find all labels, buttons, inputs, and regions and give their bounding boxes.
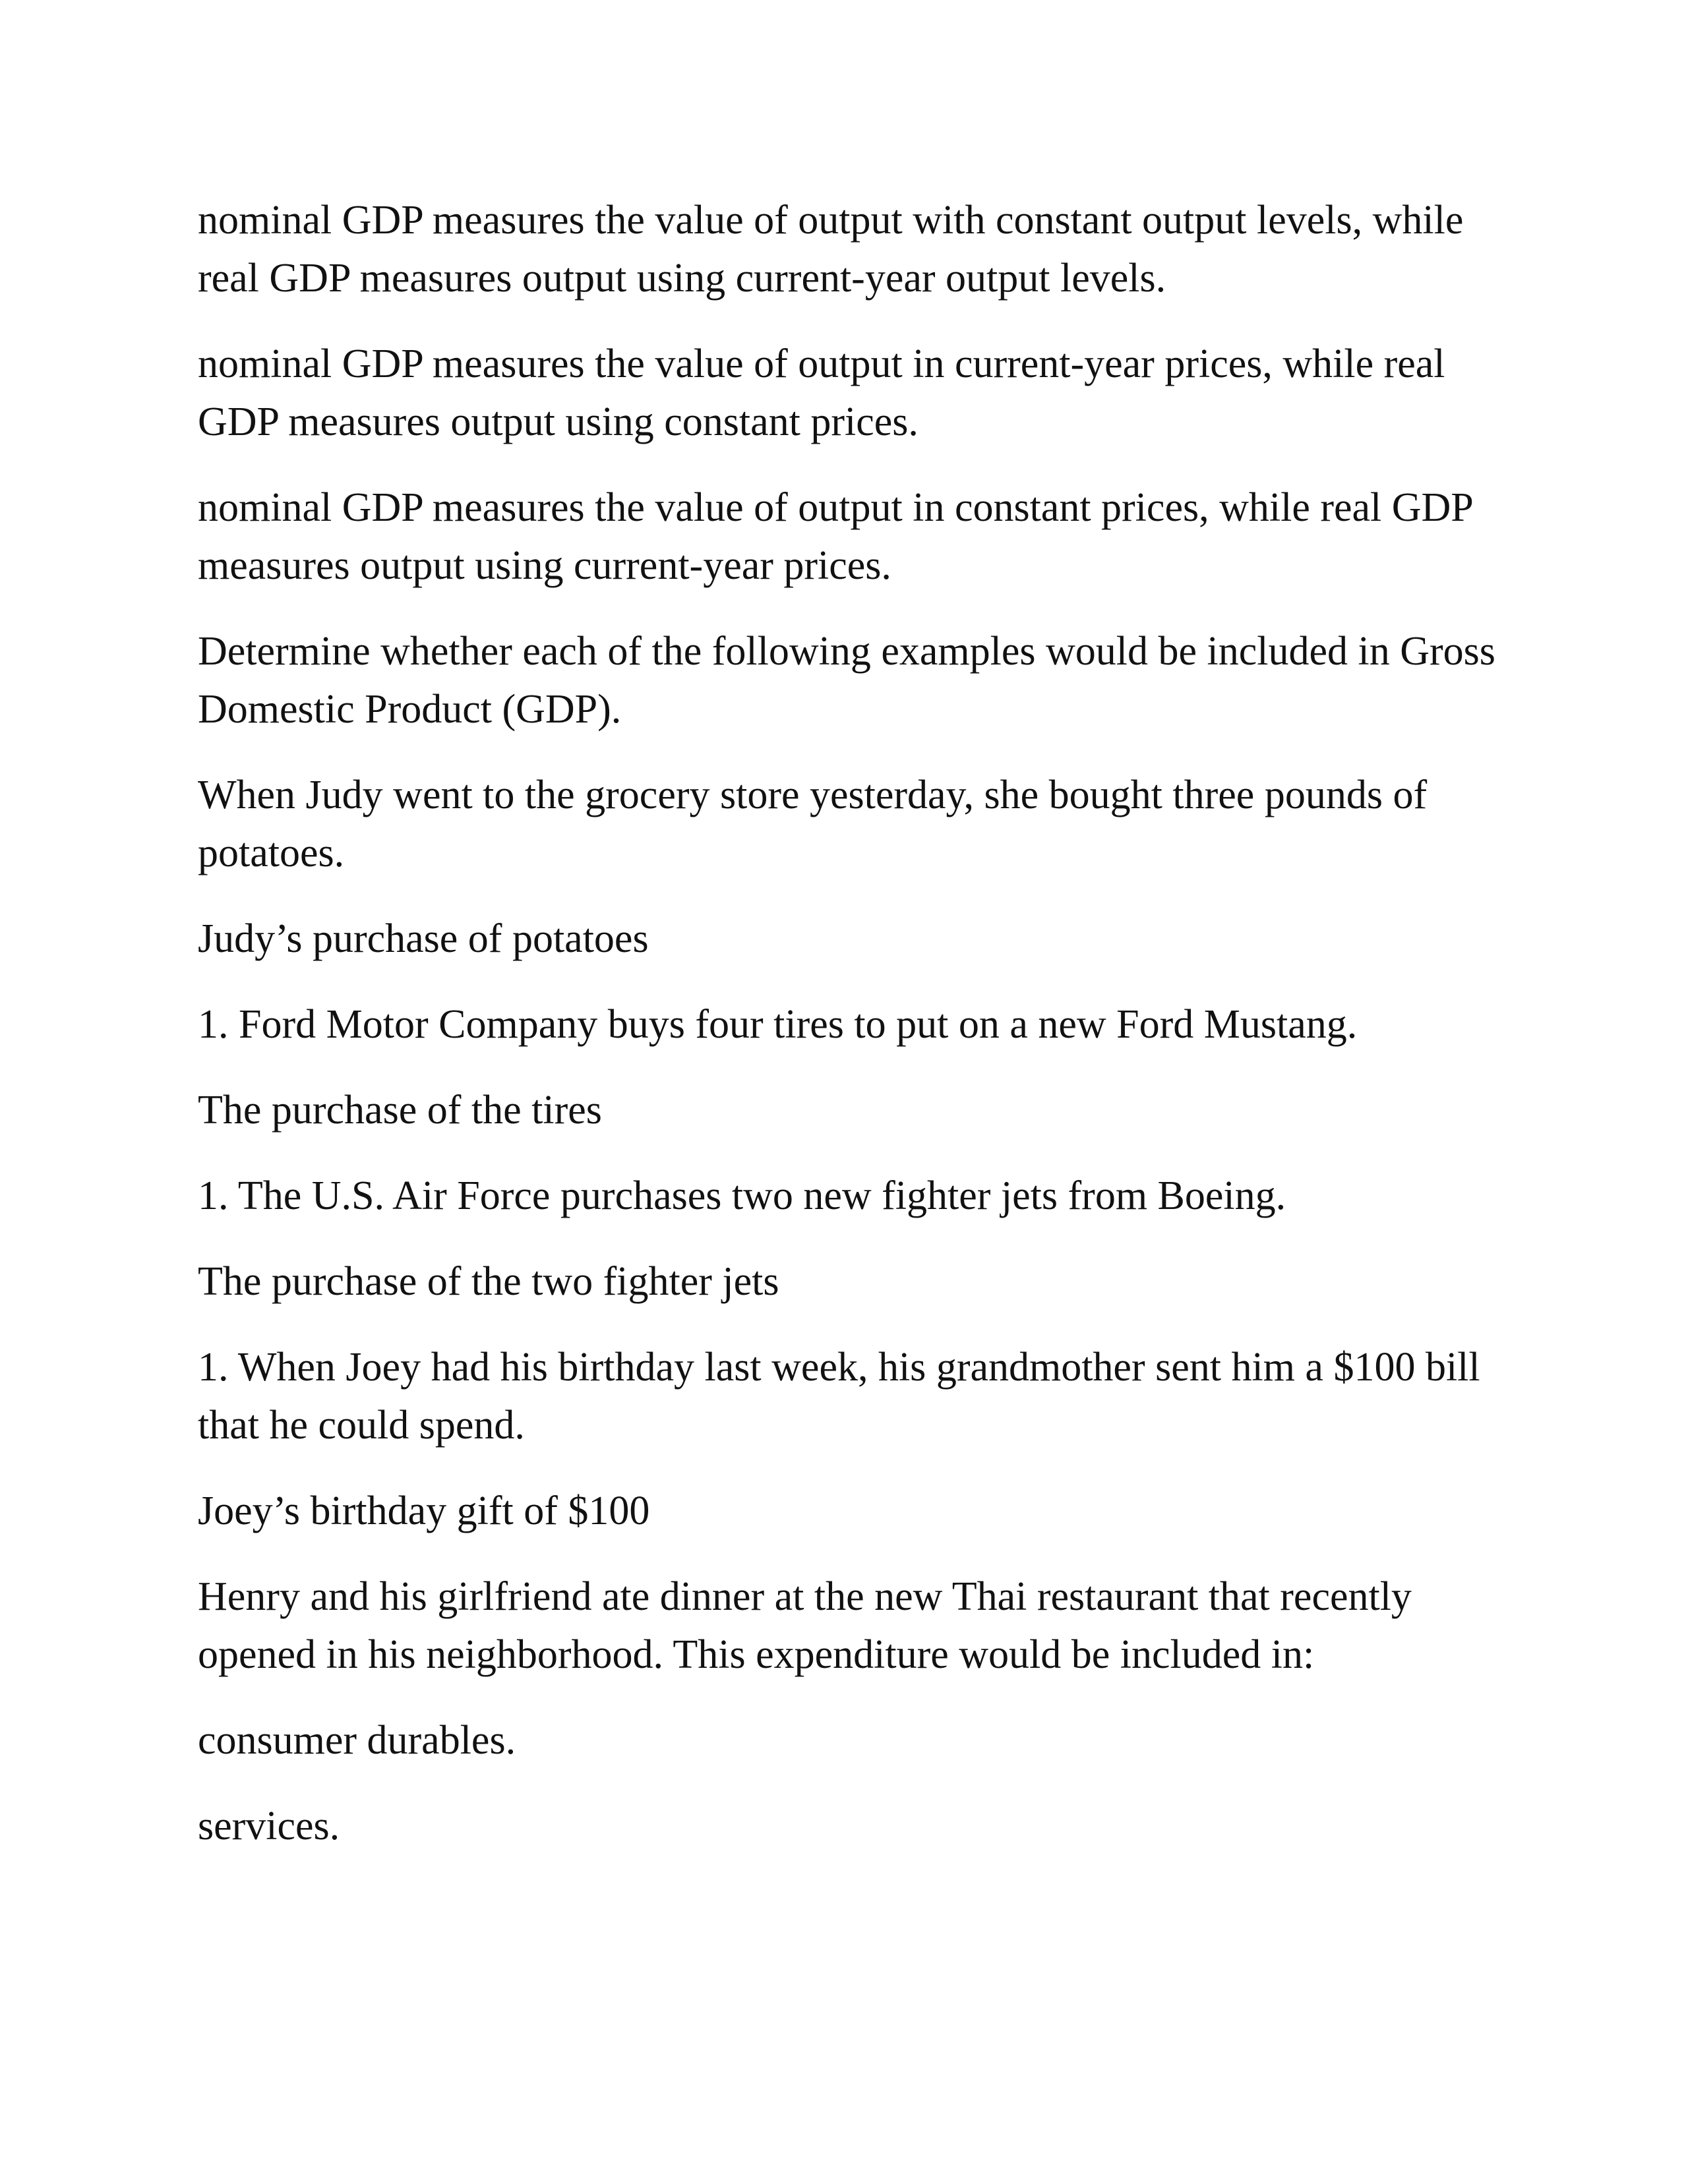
example-joey-birthday: 1. When Joey had his birthday last week, his grandmother sent him a $100 bill that he could spend.: [198, 1345, 1480, 1448]
item-joey-gift: Joey’s birthday gift of $100: [198, 1489, 650, 1533]
answer-option-consumer-durables: consumer durables.: [198, 1718, 516, 1763]
example-air-force-jets: 1. The U.S. Air Force purchases two new fighter jets from Boeing.: [198, 1173, 1286, 1218]
document-body: [198, 191, 1510, 1883]
answer-option-constant-output: nominal GDP measures the value of output with constant output levels, while real GDP measures output using current-year output levels.: [198, 198, 1464, 301]
item-tires-purchase: The purchase of the tires: [198, 1088, 602, 1133]
answer-option-current-year-prices: nominal GDP measures the value of output in current-year prices, while real GDP measures output using constant prices.: [198, 341, 1445, 444]
answer-option-services: services.: [198, 1804, 340, 1848]
item-jets-purchase: The purchase of the two fighter jets: [198, 1259, 779, 1304]
question-henry-dinner: Henry and his girlfriend ate dinner at the new Thai restaurant that recently opened in his neighborhood. This expenditure would be included in:: [198, 1574, 1412, 1677]
item-judy-purchase: Judy’s purchase of potatoes: [198, 916, 649, 961]
answer-option-constant-prices: nominal GDP measures the value of output in constant prices, while real GDP measures output using current-year prices.: [198, 485, 1472, 588]
example-ford-tires: 1. Ford Motor Company buys four tires to put on a new Ford Mustang.: [198, 1002, 1358, 1047]
example-judy-potatoes: When Judy went to the grocery store yesterday, she bought three pounds of potatoes.: [198, 773, 1428, 875]
question-instruction: Determine whether each of the following examples would be included in Gross Domestic Product (GDP).: [198, 629, 1495, 732]
